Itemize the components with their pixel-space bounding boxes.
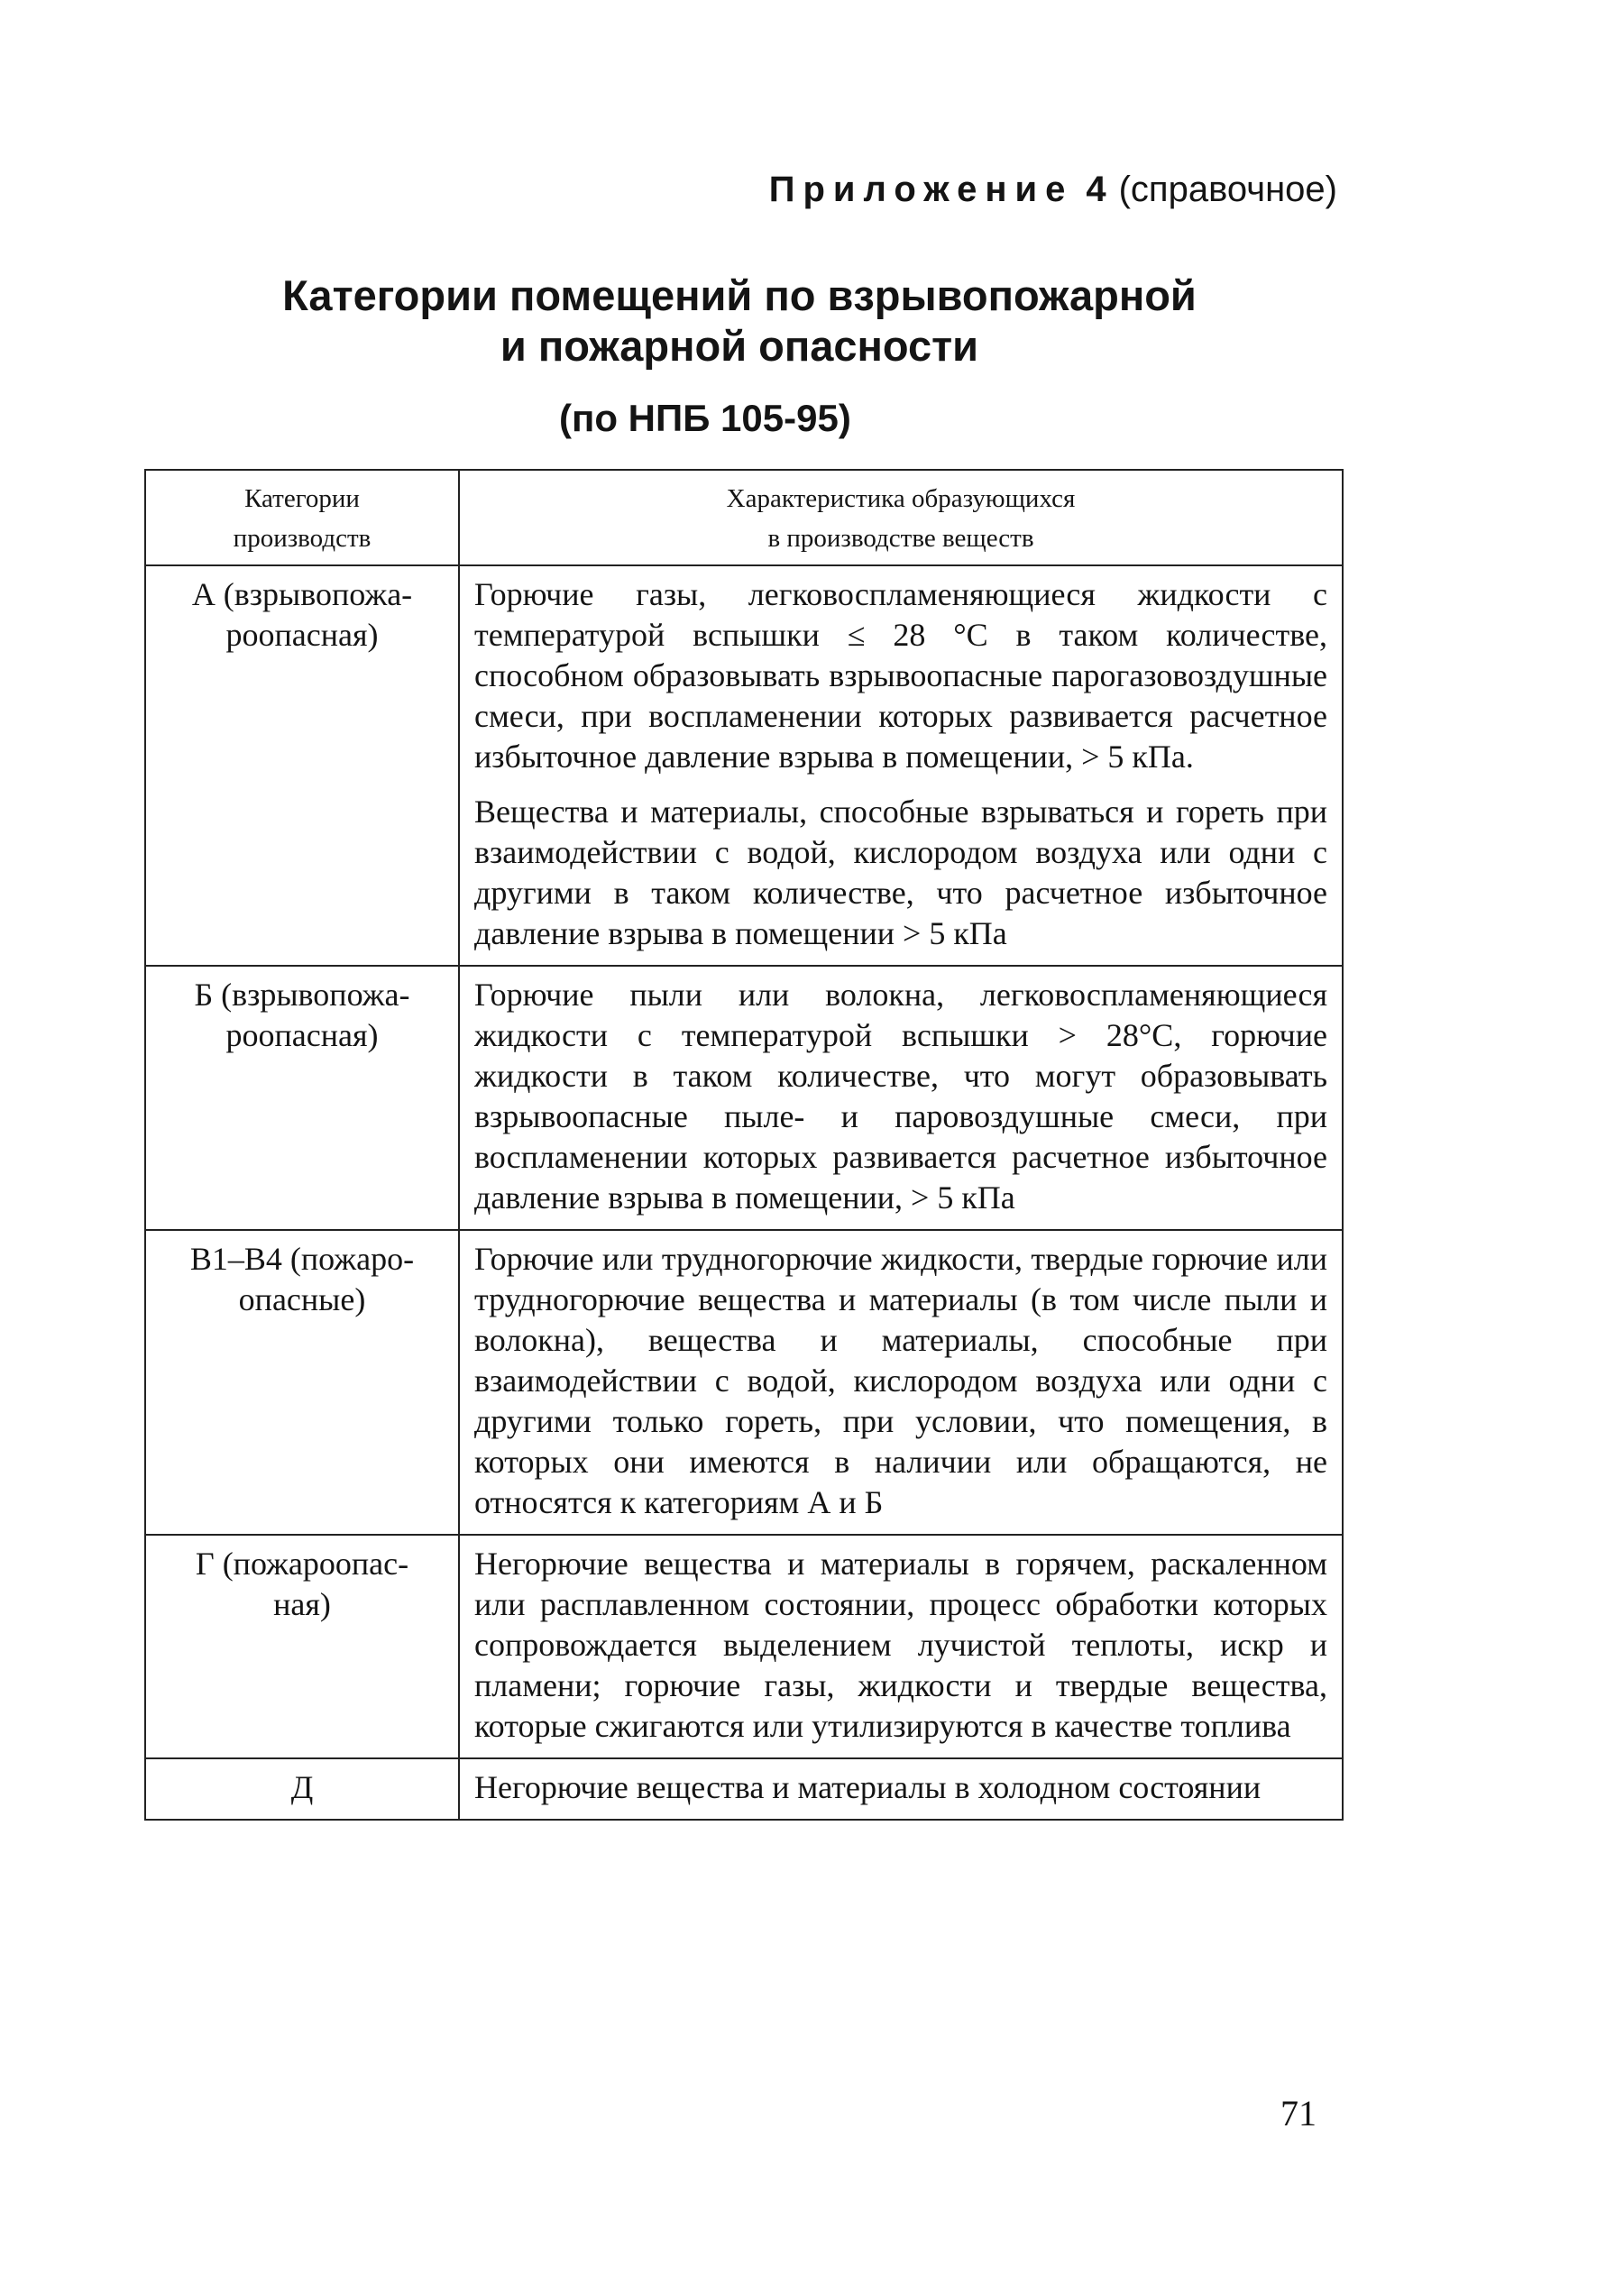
table-row-g [145,1535,1343,1758]
header-description-line: в производстве веществ [767,524,1034,553]
description-paragraph: Горючие газы, легковоспламеняющиеся жидкости с температурой вспышки ≤ 28 °С в таком количестве, способном образовывать взрывоопасные парогазовоздушные смеси, при воспламенении которых развивается расчетное избыточное давление взрыва в помещении, > 5 кПа. [474,576,1327,775]
appendix-note: (справочное) [1118,170,1337,209]
description-cell-b [459,966,1343,1230]
category-line: В1–В4 (пожаро- [189,1241,415,1277]
category-line: Б (взрывопожа- [194,977,410,1013]
header-description [459,470,1343,565]
description-paragraph: Негорючие вещества и материалы в горячем, раскаленном или расплавленном состоянии, процесс обработки которых сопровождается выделением лучистой теплоты, искр и пламени; горючие газы, жидкости и твердые вещества, которые сжигаются или утилизируются в качестве топлива [474,1546,1327,1744]
table-row-d [145,1758,1343,1820]
category-line: роопасная) [225,1017,379,1053]
description-paragraph: Негорючие вещества и материалы в холодном состоянии [474,1769,1262,1805]
description-cell-d [459,1758,1343,1820]
category-line: опасные) [238,1281,366,1317]
category-line: А (взрывопожа- [191,576,413,612]
appendix-number: 4 [1086,170,1106,209]
category-cell-b [145,966,459,1230]
header-category-line: Категории [244,484,360,513]
document-title [207,271,1271,372]
description-cell-v [459,1230,1343,1535]
description-paragraph: Вещества и материалы, способные взрываться и гореть при взаимодействии с водой, кислородом воздуха или одни с другими в таком количестве, что расчетное избыточное давление взрыва в помещении > 5 кПа [474,794,1327,951]
description-cell-g [459,1535,1343,1758]
category-line: Д [290,1769,314,1805]
category-line: ная) [273,1586,331,1622]
appendix-heading [769,170,1337,210]
appendix-word: Приложение [768,170,1074,209]
category-line: Г (пожароопас- [195,1546,409,1582]
header-category [145,470,459,565]
category-cell-v [145,1230,459,1535]
table-header-row [145,470,1343,565]
category-cell-g [145,1535,459,1758]
table-row-a [145,565,1343,966]
page-number: 71 [1280,2093,1317,2133]
title-line-2: и пожарной опасности [500,322,979,370]
category-cell-d [145,1758,459,1820]
table-row-v [145,1230,1343,1535]
category-cell-a [145,565,459,966]
header-category-line: производств [233,524,372,553]
categories-table [144,469,1344,1821]
description-paragraph: Горючие пыли или волокна, легковоспламеняющиеся жидкости с температурой вспышки > 28°С, горючие жидкости в таком количестве, что могут образовывать взрывоопасные пыле- и паровоздушные смеси, при воспламенении которых развивается расчетное избыточное давление взрыва в помещении, > 5 кПа [474,977,1327,1216]
header-description-line: Характеристика образующихся [726,484,1076,513]
title-line-1: Категории помещений по взрывопожарной [282,271,1197,319]
table-row-b [145,966,1343,1230]
document-subtitle: (по НПБ 105-95) [559,397,851,439]
category-line: роопасная) [225,617,379,653]
description-cell-a [459,565,1343,966]
description-paragraph: Горючие или трудногорючие жидкости, твердые горючие или трудногорючие вещества и материалы (в том числе пыли и волокна), вещества и материалы, способные при взаимодействии с водой, кислородом воздуха или одни с другими только гореть, при условии, что помещения, в которых они имеются в наличии или обращаются, не относятся к категориям А и Б [474,1241,1327,1520]
